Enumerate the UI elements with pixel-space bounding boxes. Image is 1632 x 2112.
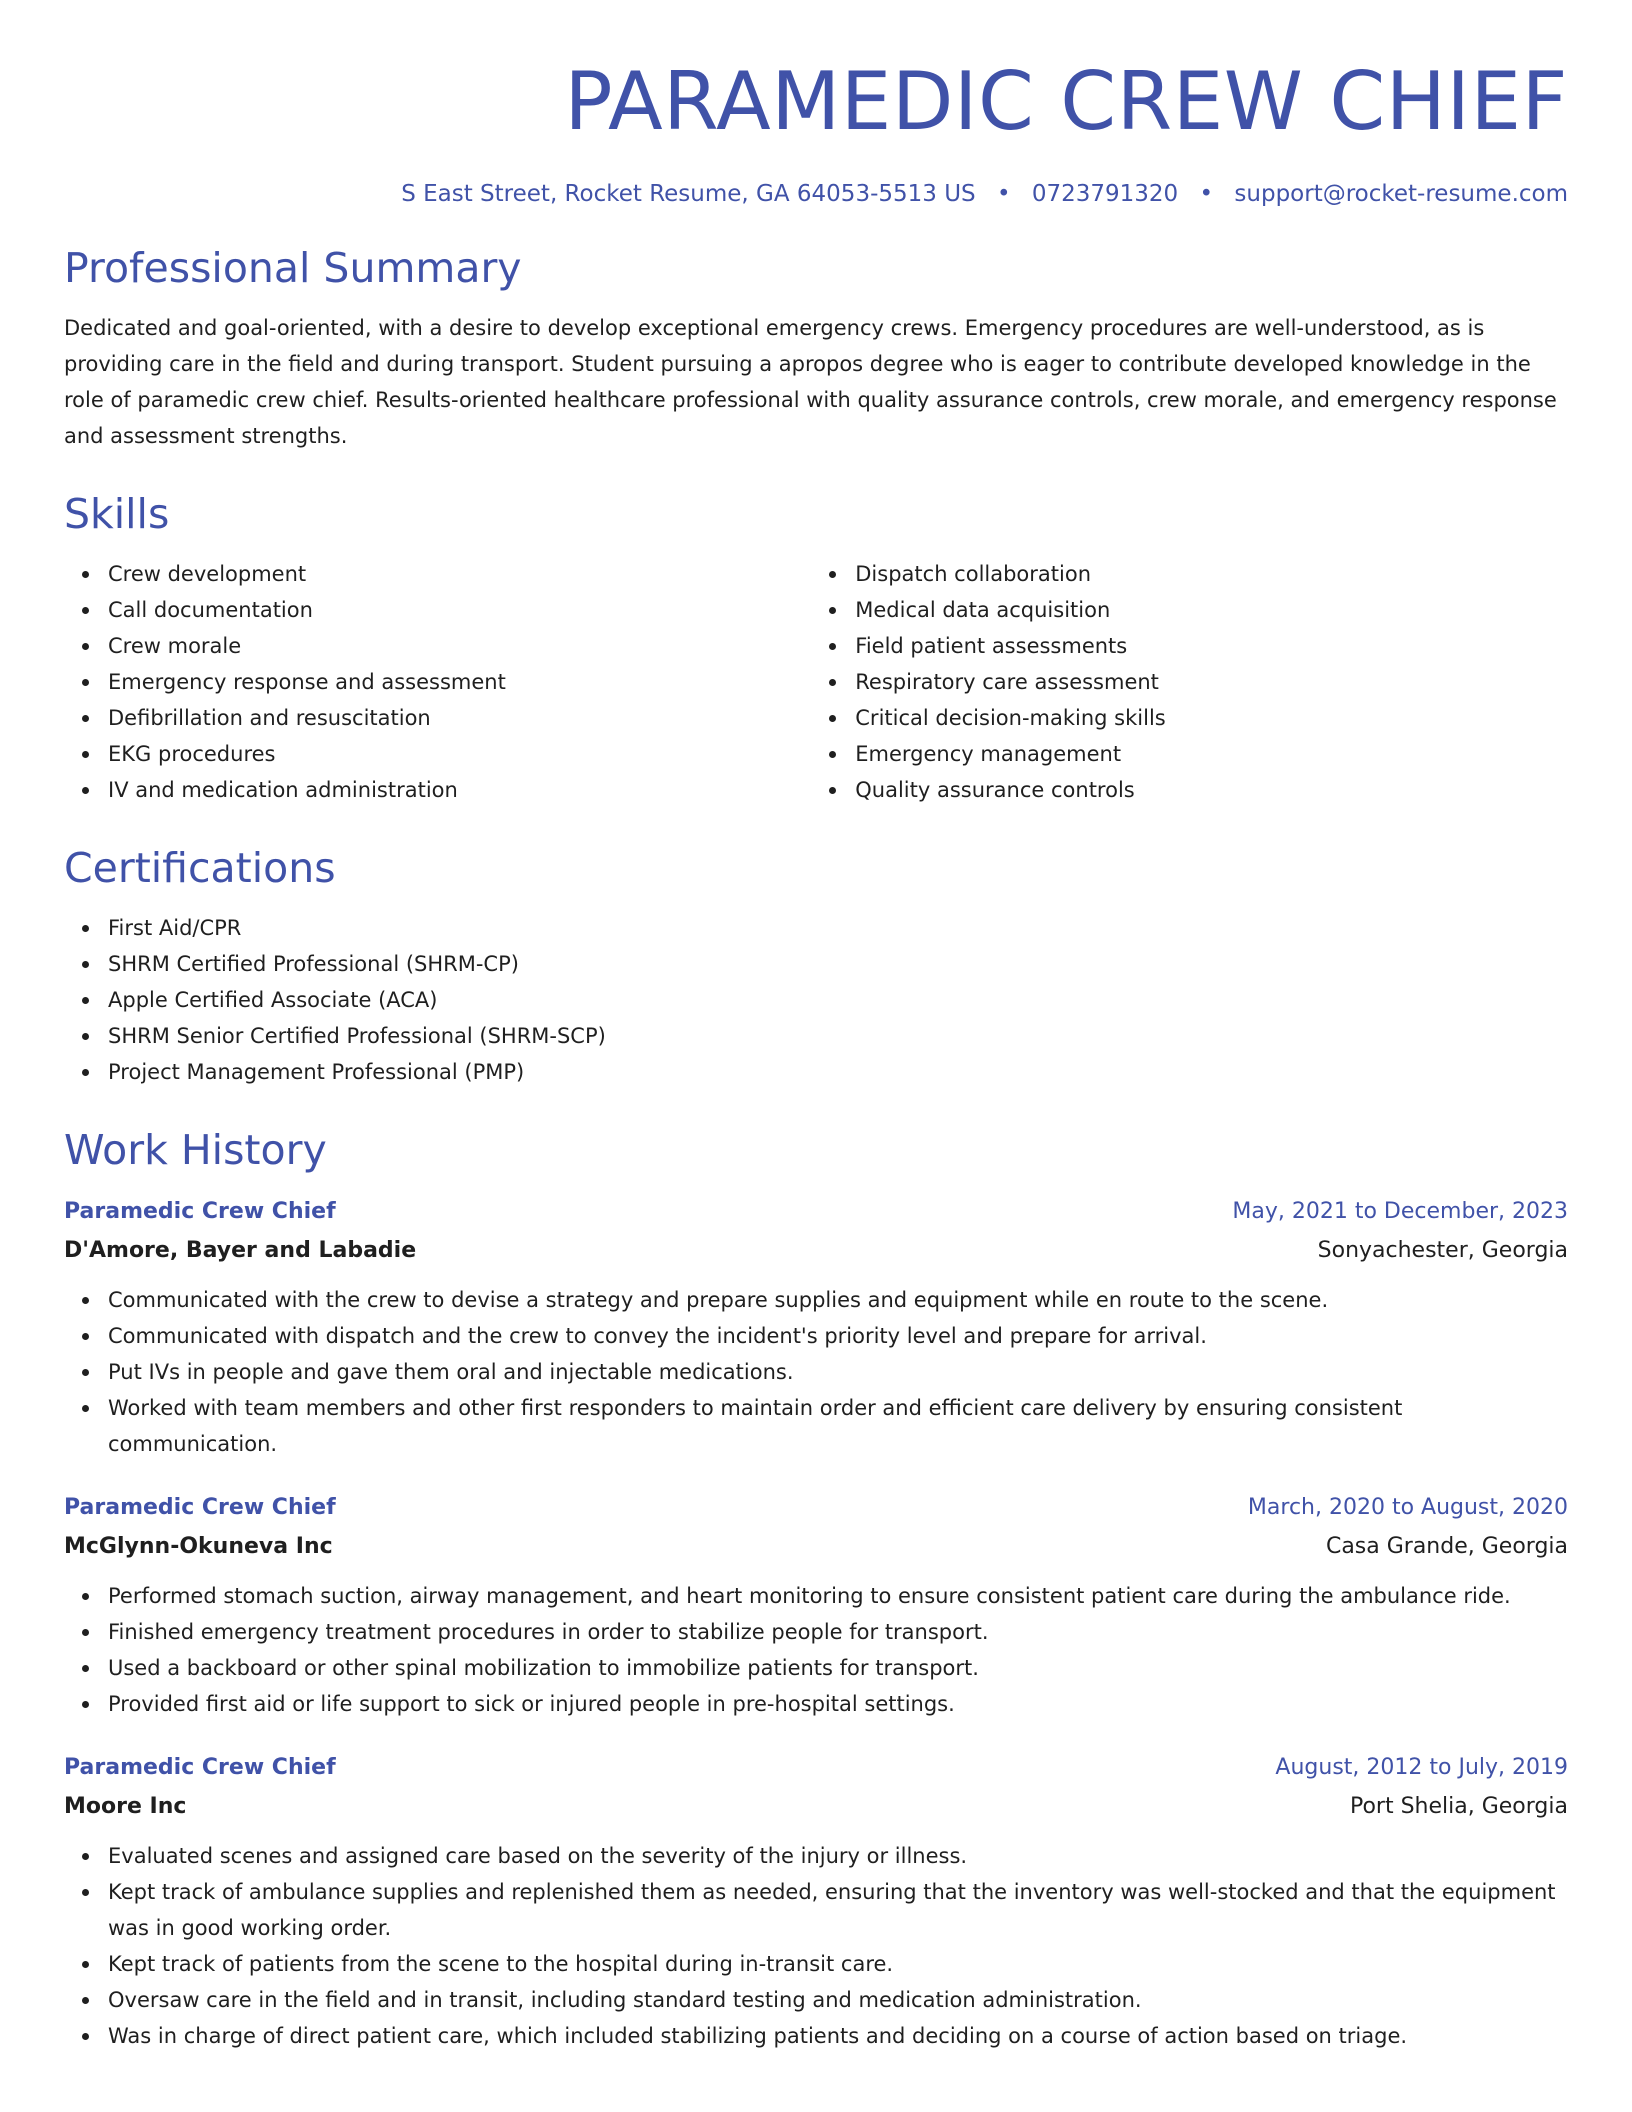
job-location: Sonyachester, Georgia xyxy=(1317,1238,1568,1263)
job-entry xyxy=(64,1192,1568,1462)
job-title: Paramedic Crew Chief xyxy=(64,1495,336,1520)
job-title: Paramedic Crew Chief xyxy=(64,1199,336,1224)
contact-address: S East Street, Rocket Resume, GA 64053-5513 US xyxy=(401,181,976,207)
job-dates: March, 2020 to August, 2020 xyxy=(1247,1495,1568,1520)
job-bullet: Used a backboard or other spinal mobilization to immobilize patients for transport. xyxy=(108,1650,1568,1686)
skill-item: Call documentation xyxy=(108,592,811,628)
contact-separator: • xyxy=(996,181,1011,207)
work-history-heading: Work History xyxy=(64,1126,327,1174)
certifications-section xyxy=(64,844,1568,1090)
skill-item: Emergency response and assessment xyxy=(108,664,811,700)
skill-item: Critical decision-making skills xyxy=(855,700,1568,736)
certification-item: Apple Certified Associate (ACA) xyxy=(108,982,1568,1018)
job-title-row xyxy=(64,1748,1568,1788)
skill-item: Emergency management xyxy=(855,736,1568,772)
job-location: Port Shelia, Georgia xyxy=(1349,1794,1568,1819)
job-bullets xyxy=(64,1578,1568,1722)
skill-item: Crew morale xyxy=(108,628,811,664)
job-location: Casa Grande, Georgia xyxy=(1325,1534,1568,1559)
contact-email: support@rocket-resume.com xyxy=(1234,181,1568,207)
job-bullet: Put IVs in people and gave them oral and injectable medications. xyxy=(108,1354,1568,1390)
job-bullet: Oversaw care in the field and in transit, including standard testing and medication administration. xyxy=(108,1982,1568,2018)
skill-item: Crew development xyxy=(108,556,811,592)
job-title: Paramedic Crew Chief xyxy=(64,1755,336,1780)
skill-item: Defibrillation and resuscitation xyxy=(108,700,811,736)
skill-item: Field patient assessments xyxy=(855,628,1568,664)
summary-heading: Professional Summary xyxy=(64,244,522,292)
job-company-row xyxy=(64,1232,1568,1270)
certifications-heading: Certifications xyxy=(64,844,336,892)
skills-list-right xyxy=(811,556,1568,808)
contact-separator: • xyxy=(1199,181,1214,207)
contact-line xyxy=(64,180,1568,208)
job-bullets xyxy=(64,1282,1568,1462)
summary-text: Dedicated and goal-oriented, with a desire to develop exceptional emergency crews. Emergency procedures are well-understood, as is providing care in the field and during transport. Student pursuing a apropos degree who is eager to contribute developed knowledge in the role of paramedic crew chief. Results-oriented healthcare professional with quality assurance controls, crew morale, and emergency response and assessment strengths. xyxy=(64,316,1557,448)
job-bullets xyxy=(64,1838,1568,2054)
summary-section xyxy=(64,244,1568,454)
skills-heading: Skills xyxy=(64,490,170,538)
skill-item: Dispatch collaboration xyxy=(855,556,1568,592)
skill-item: Medical data acquisition xyxy=(855,592,1568,628)
certification-item: SHRM Senior Certified Professional (SHRM-SCP) xyxy=(108,1018,1568,1054)
job-dates: May, 2021 to December, 2023 xyxy=(1232,1199,1568,1224)
job-bullet: Performed stomach suction, airway management, and heart monitoring to ensure consistent patient care during the ambulance ride. xyxy=(108,1578,1568,1614)
contact-phone: 0723791320 xyxy=(1031,181,1179,207)
job-entry xyxy=(64,1488,1568,1722)
job-title-row xyxy=(64,1192,1568,1232)
job-bullet: Communicated with the crew to devise a strategy and prepare supplies and equipment while en route to the scene. xyxy=(108,1282,1568,1318)
skill-item: EKG procedures xyxy=(108,736,811,772)
job-company-row xyxy=(64,1788,1568,1826)
skills-grid xyxy=(64,556,1568,808)
skill-item: Respiratory care assessment xyxy=(855,664,1568,700)
job-company-row xyxy=(64,1528,1568,1566)
skills-section xyxy=(64,490,1568,808)
skill-item: Quality assurance controls xyxy=(855,772,1568,808)
certifications-list xyxy=(64,910,1568,1090)
job-company: D'Amore, Bayer and Labadie xyxy=(64,1238,417,1263)
certification-item: SHRM Certified Professional (SHRM-CP) xyxy=(108,946,1568,982)
job-bullet: Was in charge of direct patient care, which included stabilizing patients and deciding on a course of action based on triage. xyxy=(108,2018,1568,2054)
skill-item: IV and medication administration xyxy=(108,772,811,808)
job-company: McGlynn-Okuneva Inc xyxy=(64,1534,333,1559)
job-bullet: Kept track of patients from the scene to the hospital during in-transit care. xyxy=(108,1946,1568,1982)
job-bullet: Provided first aid or life support to sick or injured people in pre-hospital settings. xyxy=(108,1686,1568,1722)
job-company: Moore Inc xyxy=(64,1794,187,1819)
certification-item: Project Management Professional (PMP) xyxy=(108,1054,1568,1090)
job-bullet: Worked with team members and other first responders to maintain order and efficient care delivery by ensuring consistent communication. xyxy=(108,1390,1568,1462)
job-entry xyxy=(64,1748,1568,2054)
job-title-row xyxy=(64,1488,1568,1528)
skills-list-left xyxy=(64,556,811,808)
job-dates: August, 2012 to July, 2019 xyxy=(1275,1755,1568,1780)
job-bullet: Communicated with dispatch and the crew to convey the incident's priority level and prepare for arrival. xyxy=(108,1318,1568,1354)
job-bullet: Evaluated scenes and assigned care based on the severity of the injury or illness. xyxy=(108,1838,1568,1874)
candidate-name: PARAMEDIC CREW CHIEF xyxy=(564,55,1568,148)
work-history-section xyxy=(64,1126,1568,2054)
resume-header xyxy=(64,56,1568,208)
job-bullet: Finished emergency treatment procedures in order to stabilize people for transport. xyxy=(108,1614,1568,1650)
certification-item: First Aid/CPR xyxy=(108,910,1568,946)
job-bullet: Kept track of ambulance supplies and replenished them as needed, ensuring that the inventory was well-stocked and that the equipment was in good working order. xyxy=(108,1874,1568,1946)
